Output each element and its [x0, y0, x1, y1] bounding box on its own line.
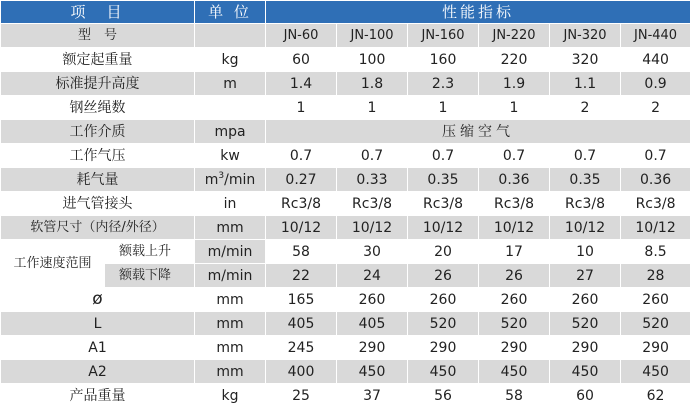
model-cell: JN-320 [550, 24, 621, 48]
value-cell: 260 [408, 288, 479, 312]
row-label: L [1, 312, 195, 336]
row-label: 进气管接头 [1, 192, 195, 216]
model-label: 型 号 [1, 24, 195, 48]
value-cell: 440 [621, 48, 690, 72]
value-cell: 1.1 [550, 72, 621, 96]
value-cell: 26 [408, 264, 479, 288]
value-cell: 405 [337, 312, 408, 336]
row-unit: mpa [195, 120, 266, 144]
row-unit: kw [195, 144, 266, 168]
value-cell: 260 [337, 288, 408, 312]
value-cell: 24 [337, 264, 408, 288]
model-cell: JN-220 [479, 24, 550, 48]
table-row [1, 72, 690, 96]
value-cell: 450 [479, 360, 550, 384]
table-row [1, 288, 690, 312]
row-unit: mm [195, 360, 266, 384]
value-cell: 1 [266, 96, 337, 120]
value-cell: 26 [479, 264, 550, 288]
speed-group-label: 工作速度范围 [1, 240, 105, 288]
value-cell: 165 [266, 288, 337, 312]
value-cell: 450 [550, 360, 621, 384]
value-cell: 0.36 [479, 168, 550, 192]
value-cell: 60 [550, 384, 621, 408]
value-cell: 22 [266, 264, 337, 288]
value-cell: 160 [408, 48, 479, 72]
value-cell: 1 [337, 96, 408, 120]
row-label: 额载下降 [105, 264, 195, 288]
value-cell: 1.9 [479, 72, 550, 96]
table-row [1, 384, 690, 408]
model-cell: JN-440 [621, 24, 690, 48]
value-cell: Rc3/8 [337, 192, 408, 216]
value-cell: 30 [337, 240, 408, 264]
model-cell: JN-60 [266, 24, 337, 48]
value-cell: 520 [408, 312, 479, 336]
value-cell: 100 [337, 48, 408, 72]
value-cell: 1.8 [337, 72, 408, 96]
table-row [1, 144, 690, 168]
value-cell: 10/12 [621, 216, 690, 240]
table-row [1, 336, 690, 360]
value-cell: 0.7 [266, 144, 337, 168]
value-cell: 0.7 [408, 144, 479, 168]
header-item: 项 目 [1, 1, 195, 24]
value-cell: 58 [479, 384, 550, 408]
value-cell: 10 [550, 240, 621, 264]
row-unit: mm [195, 288, 266, 312]
value-cell: 10/12 [266, 216, 337, 240]
value-cell: Rc3/8 [408, 192, 479, 216]
row-unit: m [195, 72, 266, 96]
value-cell: 260 [550, 288, 621, 312]
row-label: 软管尺寸（内径/外径） [1, 216, 195, 240]
value-cell: 0.7 [479, 144, 550, 168]
table-header-row [1, 1, 690, 24]
value-cell: 2 [621, 96, 690, 120]
table-row [1, 96, 690, 120]
value-cell: 0.7 [621, 144, 690, 168]
value-cell: 10/12 [408, 216, 479, 240]
table-row-medium [1, 120, 690, 144]
table-row [1, 240, 690, 264]
row-label: 额定起重量 [1, 48, 195, 72]
row-unit [195, 168, 266, 192]
value-cell: 58 [266, 240, 337, 264]
value-cell: 10/12 [550, 216, 621, 240]
value-cell: 8.5 [621, 240, 690, 264]
row-label: ø [1, 288, 195, 312]
row-label: 钢丝绳数 [1, 96, 195, 120]
value-cell: 1.4 [266, 72, 337, 96]
row-unit [195, 96, 266, 120]
row-label: 工作介质 [1, 120, 195, 144]
model-unit [195, 24, 266, 48]
table-row [1, 360, 690, 384]
row-label: 额载上升 [105, 240, 195, 264]
value-cell: Rc3/8 [266, 192, 337, 216]
row-unit: mm [195, 216, 266, 240]
value-cell: 0.7 [337, 144, 408, 168]
value-cell: 1 [479, 96, 550, 120]
value-cell: 290 [479, 336, 550, 360]
value-cell: 62 [621, 384, 690, 408]
value-cell: 290 [550, 336, 621, 360]
value-cell: 1 [408, 96, 479, 120]
value-cell: 220 [479, 48, 550, 72]
value-cell: 28 [621, 264, 690, 288]
value-cell: 0.35 [550, 168, 621, 192]
model-cell: JN-160 [408, 24, 479, 48]
row-unit: mm [195, 336, 266, 360]
row-label: 标准提升高度 [1, 72, 195, 96]
header-unit: 单 位 [195, 1, 266, 24]
value-cell: 520 [550, 312, 621, 336]
row-label: A2 [1, 360, 195, 384]
medium-value: 压缩空气 [266, 120, 690, 144]
value-cell: 2 [550, 96, 621, 120]
table-row [1, 192, 690, 216]
value-cell: 260 [621, 288, 690, 312]
value-cell: 2.3 [408, 72, 479, 96]
value-cell: 0.27 [266, 168, 337, 192]
value-cell: 245 [266, 336, 337, 360]
model-cell: JN-100 [337, 24, 408, 48]
row-label: A1 [1, 336, 195, 360]
value-cell: 400 [266, 360, 337, 384]
unit-base: m [204, 171, 219, 188]
value-cell: 0.9 [621, 72, 690, 96]
row-unit: kg [195, 48, 266, 72]
value-cell: 450 [337, 360, 408, 384]
row-label: 工作气压 [1, 144, 195, 168]
table-row [1, 48, 690, 72]
value-cell: 0.35 [408, 168, 479, 192]
value-cell: Rc3/8 [479, 192, 550, 216]
row-label: 产品重量 [1, 384, 195, 408]
value-cell: 10/12 [337, 216, 408, 240]
unit-sup: 3 [218, 170, 225, 181]
value-cell: 0.36 [621, 168, 690, 192]
row-unit: mm [195, 312, 266, 336]
value-cell: 320 [550, 48, 621, 72]
value-cell: 450 [621, 360, 690, 384]
table-row [1, 216, 690, 240]
value-cell: 0.7 [550, 144, 621, 168]
value-cell: 37 [337, 384, 408, 408]
row-unit: in [195, 192, 266, 216]
value-cell: 290 [408, 336, 479, 360]
value-cell: 17 [479, 240, 550, 264]
row-unit: m/min [195, 240, 266, 264]
value-cell: 450 [408, 360, 479, 384]
value-cell: 290 [337, 336, 408, 360]
header-spec: 性能指标 [266, 1, 690, 24]
unit-tail: /min [224, 171, 256, 188]
table-row [1, 312, 690, 336]
value-cell: 56 [408, 384, 479, 408]
value-cell: 290 [621, 336, 690, 360]
value-cell: Rc3/8 [621, 192, 690, 216]
value-cell: Rc3/8 [550, 192, 621, 216]
value-cell: 60 [266, 48, 337, 72]
value-cell: 520 [621, 312, 690, 336]
value-cell: 25 [266, 384, 337, 408]
value-cell: 0.33 [337, 168, 408, 192]
table-row [1, 168, 690, 192]
row-unit: m/min [195, 264, 266, 288]
row-label: 耗气量 [1, 168, 195, 192]
value-cell: 260 [479, 288, 550, 312]
value-cell: 520 [479, 312, 550, 336]
table-row [1, 264, 690, 288]
value-cell: 10/12 [479, 216, 550, 240]
value-cell: 405 [266, 312, 337, 336]
value-cell: 20 [408, 240, 479, 264]
value-cell: 27 [550, 264, 621, 288]
row-unit: kg [195, 384, 266, 408]
table-row-model [1, 24, 690, 48]
